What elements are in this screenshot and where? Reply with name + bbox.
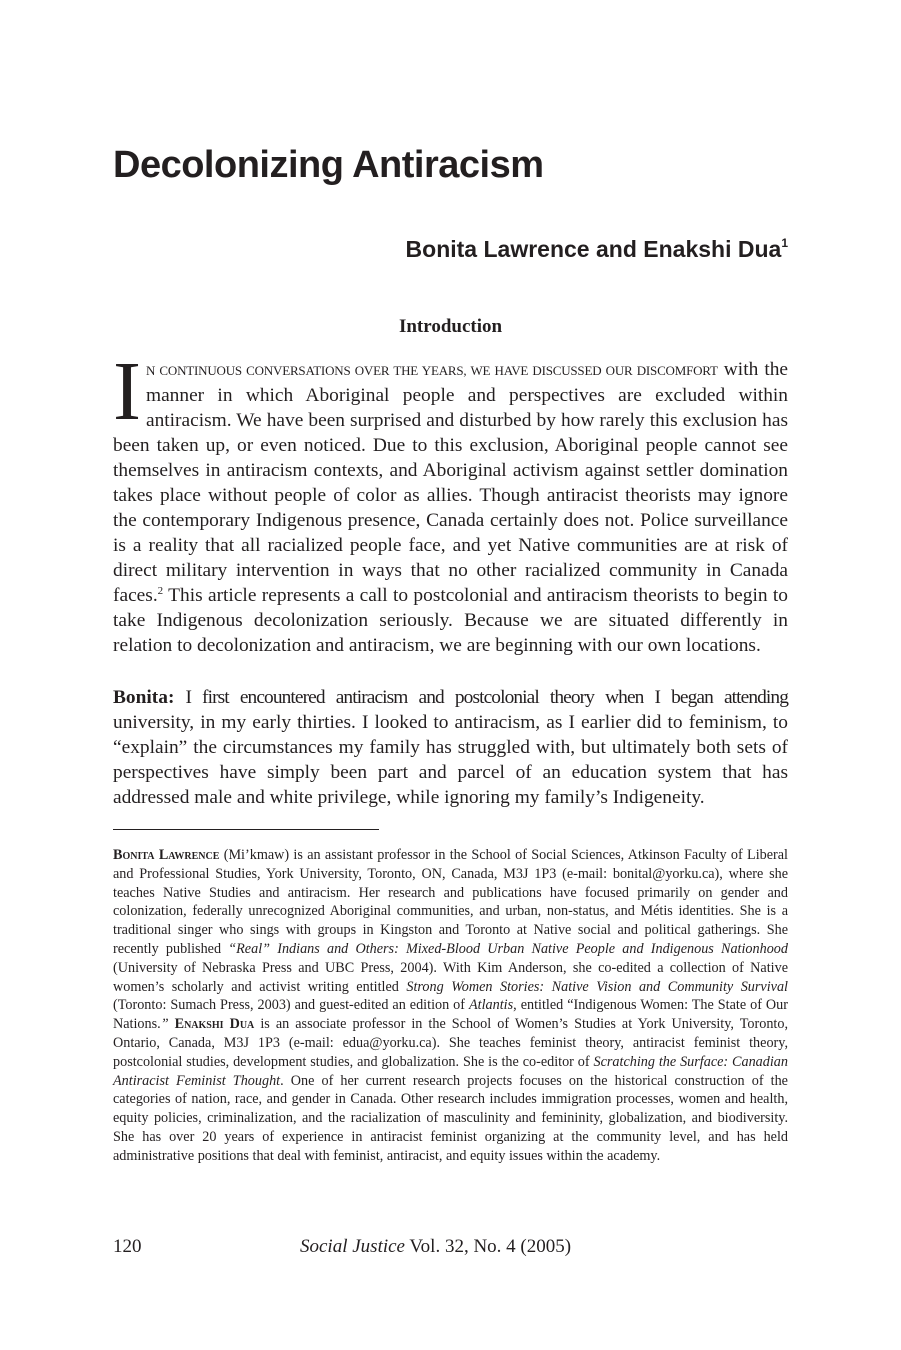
bio-text: ” <box>160 1016 169 1033</box>
journal-citation <box>300 1235 571 1259</box>
authors-names: Bonita Lawrence and Enakshi Dua <box>405 236 782 262</box>
bonita-first-line: I first encountered antiracism and postcolonial theory when I began attending <box>174 687 788 708</box>
journal-title: Atlantis <box>469 997 514 1014</box>
author-name-dua: Enakshi Dua <box>174 1016 255 1033</box>
bonita-paragraph <box>113 685 788 810</box>
intro-text-continued: This article represents a call to postcolonial and antiracism theorists to begin to take Indigenous decolonization seriously. Because we are situated differently in relation to decolonization and antiracism, we are beginning with our own locations. <box>113 585 788 656</box>
book-title: Strong Women Stories: Native Vision and Community Survival <box>406 978 788 995</box>
section-heading-introduction: Introduction <box>398 316 503 337</box>
bio-text: (University of Nebraska Press and UBC Press, 2004). With Kim Anderson, she co-edited a collection of Native women’s scholarly and activist writing entitled <box>113 959 788 995</box>
bio-text: . One of her current research projects focuses on the historical construction of the categories of nation, race, and gender in Canada. Other research includes immigration processes, women and health, equity policies, criminalization, and the racialization of masculinity and femininity, globalization, and biodiversity. She has over 20 years of experience in antiracist feminist organizing at the community level, and has held administrative positions that deal with feminist, antiracist, and equity issues within the academy. <box>113 1072 788 1164</box>
footnote-ref-1: 1 <box>781 236 788 250</box>
bio-text: , entitled “Indigenous Women: The State of Our Nations. <box>113 997 788 1033</box>
bio-text: (Mi’kmaw) is an assistant professor in the School of Social Sciences, Atkinson Faculty of Liberal and Professional Studies, York University, Toronto, ON, Canada, M3J 1P3 (e-mail: bonital@yorku.ca), where she teaches Native Studies and antiracism. Her research and publications have focused primarily on gender and colonization, federally unrecognized Aboriginal communities, and urban, non-status, and Métis identities. She is a traditional singer who sings with groups in Kingston and Toronto at Native social and political gatherings. She recently published <box>113 847 788 957</box>
page-number: 120 <box>113 1236 142 1257</box>
intro-paragraph <box>113 345 789 658</box>
intro-lead-smallcaps: N CONTINUOUS CONVERSATIONS OVER THE YEARS, WE HAVE DISCUSSED OUR DISCOMFORT <box>145 363 718 378</box>
book-title: Scratching the Surface: Canadian Antiracist Feminist Thought <box>113 1053 788 1089</box>
bio-text: (Toronto: Sumach Press, 2003) and guest-edited an edition of <box>113 997 469 1014</box>
journal-issue: Vol. 32, No. 4 (2005) <box>405 1236 572 1257</box>
book-title: “Real” Indians and Others: Mixed-Blood Urban Native People and Indigenous Nationhood <box>228 940 788 957</box>
bonita-text: university, in my early thirties. I looked to antiracism, as I earlier did to feminism, to “explain” the circumstances my family has struggled with, but ultimately both sets of perspectives have simply been part and parcel of an education system that has addressed male and white privilege, while ignoring my family’s Indigeneity. <box>113 712 788 808</box>
speaker-label: Bonita: <box>113 687 175 708</box>
article-title: Decolonizing Antiracism <box>113 144 544 186</box>
article-authors <box>406 234 788 264</box>
bio-text: is an associate professor in the School of Women’s Studies at York University, Toronto, Ontario, Canada, M3J 1P3 (e-mail: edua@yorku.ca). She teaches feminist theory, antiracist feminist theory, postcolonial studies, development studies, and globalization. She is the co-editor of <box>113 1016 789 1070</box>
author-name-lawrence: Bonita Lawrence <box>113 847 220 863</box>
footnote-ref-2: 2 <box>157 585 164 597</box>
intro-text: with the manner in which Aboriginal people and perspectives are excluded within antiracism. We have been surprised and disturbed by how rarely this exclusion has been taken up, or even noticed. Due to this exclusion, Aboriginal people cannot see themselves in antiracism contexts, and Aboriginal activism against settler domination takes place without people of color as allies. Though antiracist theorists may ignore the contemporary Indigenous presence, Canada certainly does not. Police surveillance is a reality that all racialized people face, and yet Native communities are at risk of direct military intervention in ways that no other racialized community in Canada faces. <box>113 359 789 606</box>
author-bio-footnote <box>113 846 788 1166</box>
footnote-divider <box>113 829 379 830</box>
drop-cap: I <box>113 345 141 438</box>
journal-name: Social Justice <box>300 1236 405 1257</box>
